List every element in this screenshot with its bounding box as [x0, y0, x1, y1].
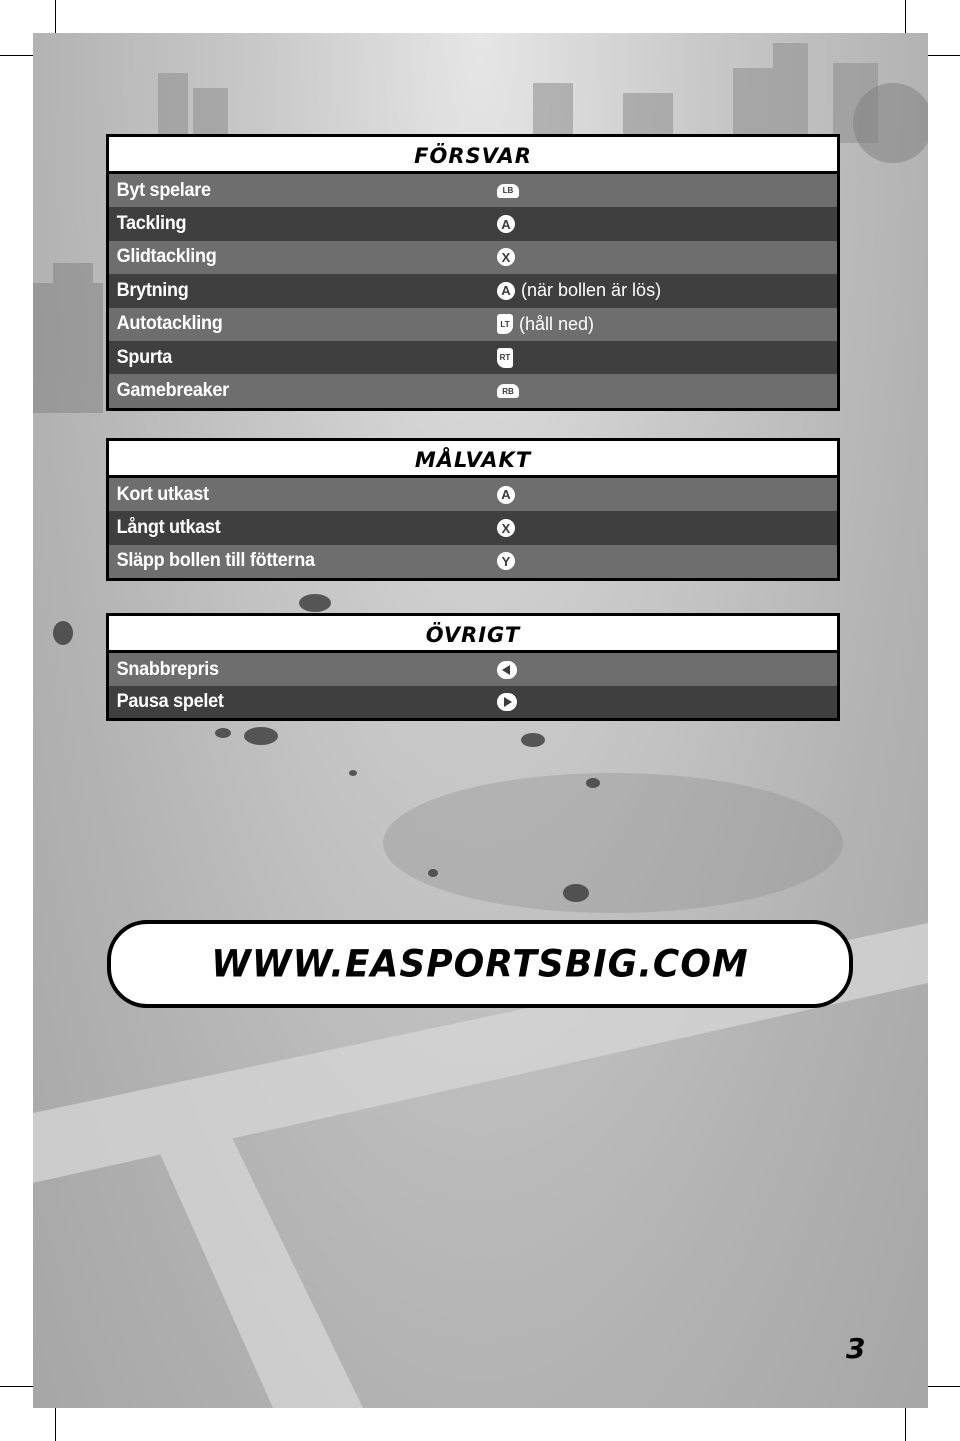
action-label: Brytning [116, 279, 189, 301]
other-controls-panel [106, 613, 840, 721]
y-button-icon: Y [497, 552, 515, 570]
table-row [109, 653, 837, 686]
action-label: Gamebreaker [116, 380, 229, 402]
a-button-icon: A [497, 282, 515, 300]
lb-button-icon: LB [497, 184, 519, 198]
panel-title: FÖRSVAR [109, 137, 837, 174]
action-label: Släpp bollen till fötterna [116, 550, 315, 572]
controls-list [109, 478, 837, 578]
panel-title: MÅLVAKT [109, 441, 837, 478]
table-row [109, 207, 837, 240]
action-label: Byt spelare [116, 179, 211, 201]
action-label: Glidtackling [116, 246, 217, 268]
table-row [109, 341, 837, 374]
table-row [109, 511, 837, 544]
a-button-icon: A [497, 486, 515, 504]
action-label: Autotackling [116, 313, 223, 335]
x-button-icon: X [497, 248, 515, 266]
action-label: Snabbrepris [116, 658, 219, 680]
table-row [109, 274, 837, 307]
back-arrow-icon [497, 661, 517, 679]
table-row [109, 308, 837, 341]
website-banner [107, 920, 853, 1008]
action-label: Kort utkast [116, 483, 209, 505]
table-row [109, 174, 837, 207]
control-note: (håll ned) [519, 313, 595, 334]
page-number: 3 [846, 1332, 866, 1365]
action-label: Spurta [116, 346, 173, 368]
x-button-icon: X [497, 519, 515, 537]
table-row [109, 545, 837, 578]
table-row [109, 374, 837, 407]
website-url: WWW.EASPORTSBIG.COM [211, 942, 749, 986]
rb-button-icon: RB [497, 384, 519, 398]
action-label: Tackling [116, 213, 187, 235]
start-arrow-icon [497, 693, 517, 711]
control-note: (när bollen är lös) [521, 280, 662, 301]
action-label: Pausa spelet [116, 691, 224, 712]
action-label: Långt utkast [116, 517, 221, 539]
table-row [109, 478, 837, 511]
table-row [109, 686, 837, 718]
controls-list [109, 653, 837, 718]
panel-title: ÖVRIGT [109, 616, 837, 653]
table-row [109, 241, 837, 274]
controls-list [109, 174, 837, 408]
rt-trigger-icon: RT [497, 348, 513, 368]
lt-trigger-icon: LT [497, 314, 513, 334]
goalkeeper-controls-panel [106, 438, 840, 581]
defense-controls-panel [106, 134, 840, 411]
a-button-icon: A [497, 215, 515, 233]
